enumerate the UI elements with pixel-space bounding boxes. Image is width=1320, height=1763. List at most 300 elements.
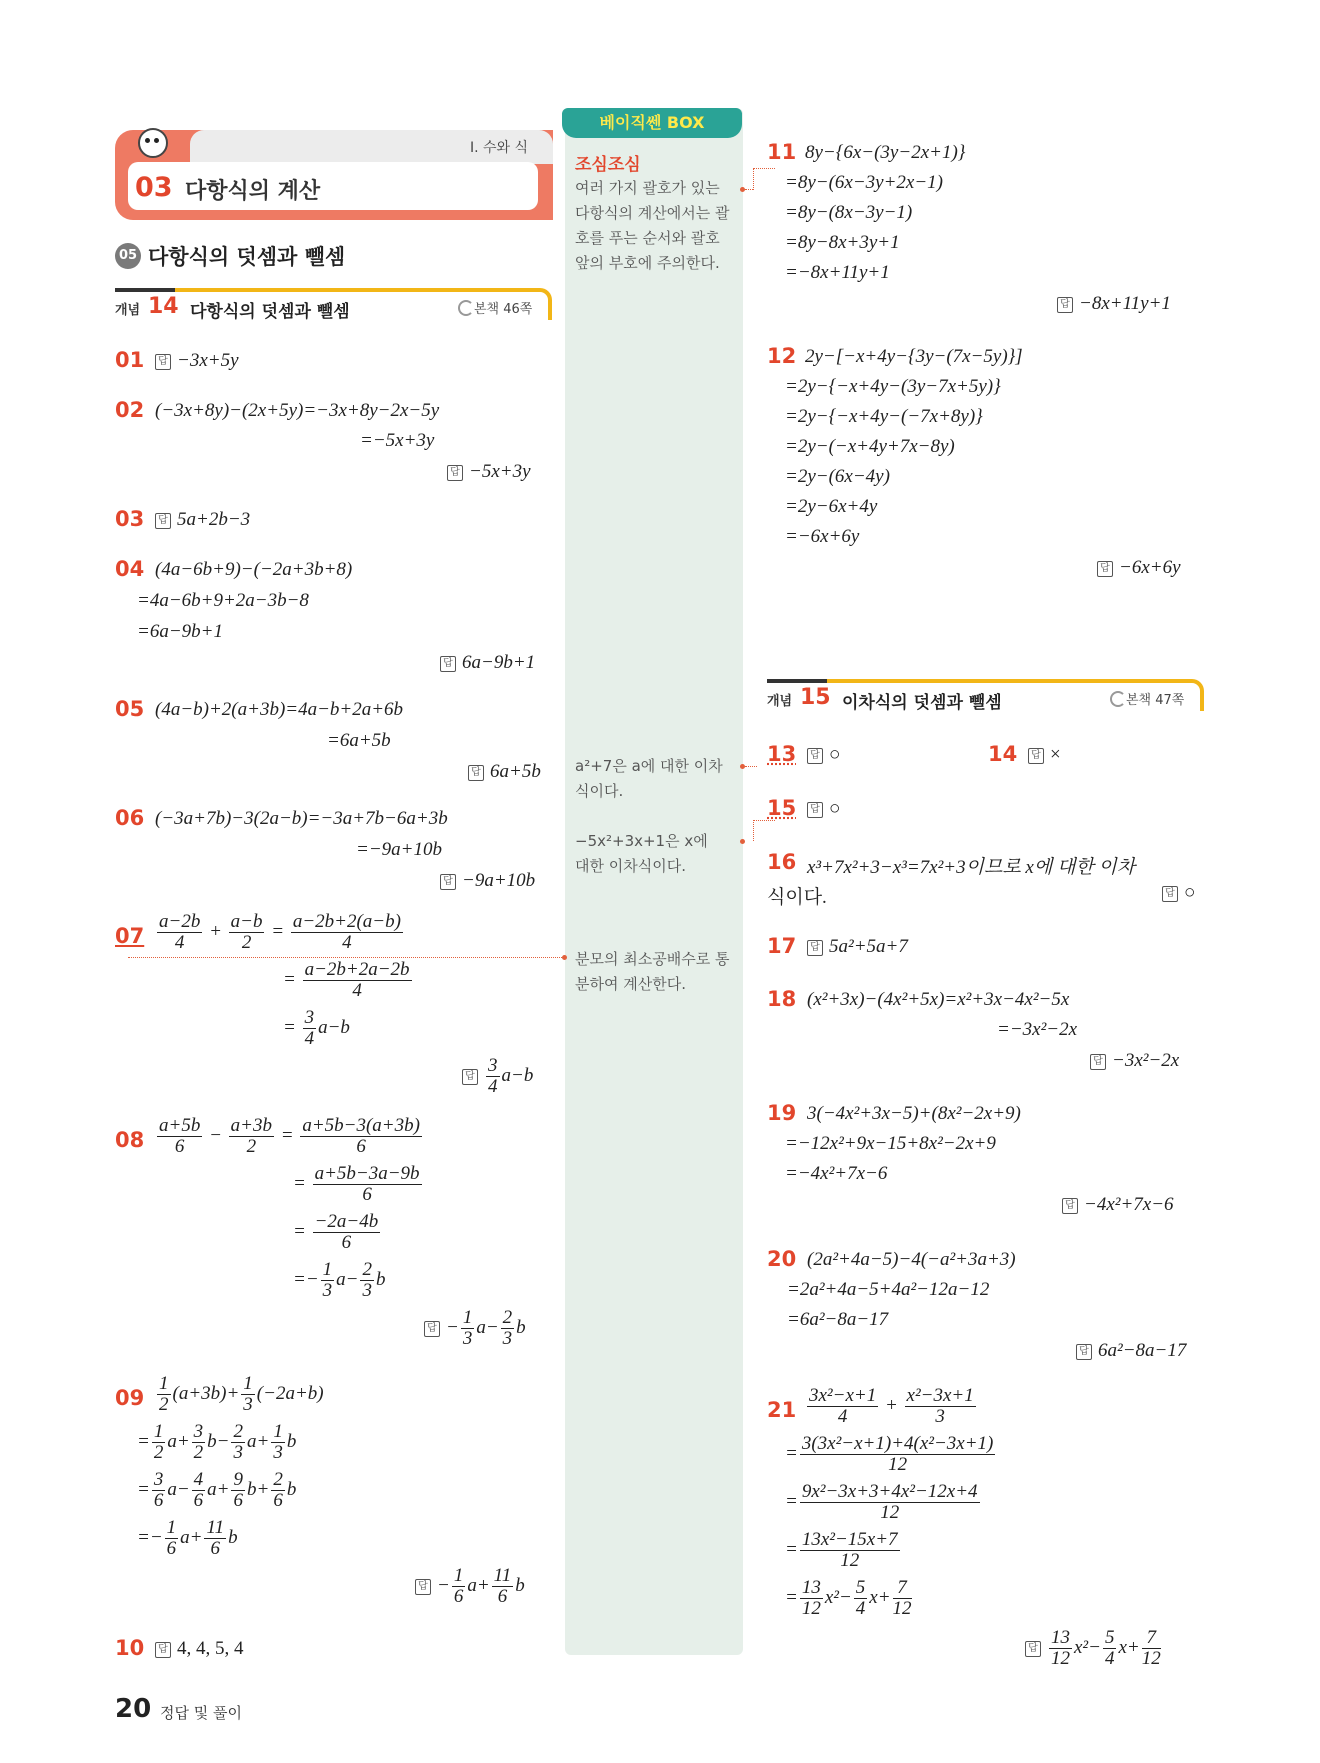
problem-number: 09 — [115, 1386, 145, 1410]
fraction — [1142, 1628, 1161, 1669]
answer — [807, 744, 840, 766]
problem-number: 19 — [767, 1101, 797, 1125]
note-line: −5x²+3x+1은 x에 — [575, 832, 708, 850]
note-connector — [745, 189, 753, 190]
fraction — [807, 1386, 878, 1427]
numerator: 3x²−x+1 — [809, 1385, 877, 1406]
answer-icon: 답 — [1097, 561, 1113, 577]
denominator: 4 — [304, 1028, 315, 1049]
answer-icon: 답 — [1025, 1641, 1041, 1657]
denominator: 6 — [233, 1490, 243, 1511]
answer — [440, 652, 535, 674]
denominator: 4 — [837, 1406, 848, 1427]
numerator: 1 — [322, 1259, 333, 1280]
answer — [1097, 557, 1181, 579]
fraction — [157, 912, 202, 953]
solution-line: (x²+3x)−(4x²+5x)=x²+3x−4x²−5x — [807, 989, 1070, 1010]
term: x²− — [824, 1586, 852, 1608]
term: (−2a+b) — [256, 1382, 324, 1404]
operator: = — [785, 1538, 798, 1560]
answer-text: −6x+6y — [1119, 557, 1181, 578]
fraction — [492, 1566, 514, 1607]
answer-text: 4, 4, 5, 4 — [177, 1638, 244, 1659]
numerator: a+5b−3a−9b — [314, 1163, 420, 1184]
answer-icon: 답 — [468, 765, 484, 781]
fraction — [231, 1470, 245, 1511]
solution-line — [785, 1578, 914, 1619]
term: b — [375, 1268, 386, 1290]
fraction — [229, 912, 265, 953]
note-connector — [128, 957, 562, 958]
numerator: a−b — [230, 911, 263, 932]
solution-line: (4a−b)+2(a+3b)=4a−b+2a+6b — [155, 699, 404, 720]
fraction — [854, 1578, 868, 1619]
problem-number: 08 — [115, 1128, 145, 1152]
answer-icon: 답 — [1028, 748, 1044, 764]
fraction — [152, 1470, 166, 1511]
solution-line: (−3x+8y)−(2x+5y)=−3x+8y−2x−5y — [155, 400, 440, 421]
numerator: 1 — [243, 1373, 253, 1394]
numerator: 3 — [153, 1469, 164, 1490]
denominator: 2 — [153, 1442, 164, 1463]
fraction — [501, 1308, 515, 1349]
term: b — [286, 1430, 297, 1452]
answer-icon: 답 — [440, 656, 456, 672]
answer-icon: 답 — [807, 940, 823, 956]
answer-icon: 답 — [155, 1642, 171, 1658]
numerator: 1 — [273, 1421, 283, 1442]
denominator: 6 — [273, 1490, 283, 1511]
solution-line: =− $\frac{1}{6}$ a+ $\frac{11}{6}$ b — [137, 1517, 238, 1559]
note-connector-dot — [740, 839, 745, 844]
fraction — [229, 1116, 274, 1157]
denominator: 12 — [892, 1598, 912, 1619]
numerator: 3 — [488, 1055, 498, 1076]
note-connector-dot — [562, 955, 567, 960]
concept-title: 다항식의 덧셈과 뺄셈 — [190, 302, 350, 322]
answer — [1025, 1628, 1163, 1669]
book-ref-icon — [458, 300, 474, 316]
solution-line: =2y−(−x+4y+7x−8y) — [785, 436, 955, 457]
solution-line: =6a−9b+1 — [137, 621, 223, 642]
concept-tag: 개념 — [767, 694, 793, 709]
denominator: 3 — [233, 1442, 243, 1463]
answer-text: 5a+2b−3 — [177, 509, 251, 530]
denominator: 6 — [174, 1136, 185, 1157]
fraction — [271, 1470, 285, 1511]
answer-icon: 답 — [1090, 1054, 1106, 1070]
solution-line: x³+7x²+3−x³=7x²+3이므로 x에 대한 이차 — [807, 857, 1136, 878]
fraction — [893, 1578, 912, 1619]
answer — [415, 1566, 525, 1607]
note-connector — [753, 168, 775, 169]
answer-text: ○ — [1184, 882, 1196, 903]
answer-icon: 답 — [462, 1069, 478, 1085]
term: a+ — [467, 1574, 490, 1596]
denominator: 12 — [801, 1598, 821, 1619]
denominator: 4 — [342, 932, 352, 953]
solution-line: 8y−{6x−(3y−2x+1)} — [805, 142, 966, 163]
denominator: 3 — [273, 1442, 283, 1463]
denominator: 6 — [166, 1538, 177, 1559]
fraction — [800, 1578, 823, 1619]
operator: = — [785, 1490, 798, 1512]
term: b− — [207, 1430, 230, 1452]
fraction — [271, 1422, 285, 1463]
term: b+ — [246, 1478, 270, 1500]
chapter-ref: Ⅰ. 수와 식 — [470, 140, 529, 156]
denominator: 6 — [453, 1586, 464, 1607]
note-line: 다항식의 계산에서는 괄 — [575, 204, 730, 222]
solution-line: =8y−(6x−3y+2x−1) — [785, 172, 943, 193]
answer — [468, 761, 541, 783]
solution-line: 2y−[−x+4y−{3y−(7x−5y)}] — [805, 346, 1023, 367]
term: a+ — [246, 1430, 270, 1452]
answer-icon: 답 — [155, 513, 171, 529]
operator: = — [293, 1220, 306, 1242]
problem-number: 12 — [767, 344, 797, 368]
term: a−b — [318, 1016, 350, 1038]
operator: − — [149, 1526, 163, 1548]
answer-text: −9a+10b — [462, 870, 536, 891]
numerator: a+3b — [230, 1115, 272, 1136]
section-number: 03 — [135, 172, 173, 203]
answer — [440, 870, 535, 892]
numerator: 9x²−3x+3+4x²−12x+4 — [801, 1481, 978, 1502]
solution-line — [155, 1116, 424, 1157]
numerator: −2a−4b — [314, 1211, 379, 1232]
problem-number: 13 — [767, 742, 797, 766]
solution-line — [785, 1530, 902, 1571]
solution-line — [785, 1482, 982, 1523]
term: b — [228, 1526, 238, 1548]
term: b — [516, 1316, 526, 1338]
fraction — [905, 1386, 976, 1427]
denominator: 2 — [241, 932, 252, 953]
answer — [155, 1638, 244, 1660]
denominator: 4 — [488, 1076, 498, 1097]
concept-ref: 본책 46쪽 — [474, 302, 533, 317]
fraction — [303, 960, 412, 1001]
problem-number: 07 — [115, 924, 145, 948]
fraction — [800, 1434, 996, 1475]
answer-text: ○ — [829, 744, 841, 765]
problem-number: 21 — [767, 1398, 797, 1422]
fraction — [291, 912, 403, 953]
solution-line — [293, 1212, 382, 1253]
numerator: a+5b−3(a+3b) — [302, 1115, 420, 1136]
solution-line — [155, 912, 405, 953]
answer-icon: 답 — [415, 1579, 431, 1595]
answer-text: 6a²−8a−17 — [1098, 1340, 1187, 1361]
denominator: 6 — [210, 1538, 221, 1559]
operator: − — [446, 1316, 459, 1338]
answer-text: −8x+11y+1 — [1079, 293, 1171, 314]
denominator: 3 — [935, 1406, 945, 1427]
operator: − — [209, 1124, 222, 1146]
answer — [424, 1308, 526, 1349]
note-line: 앞의 부호에 주의한다. — [575, 254, 720, 272]
note-line: 여러 가지 괄호가 있는 — [575, 179, 720, 197]
fraction — [165, 1518, 179, 1559]
numerator: 4 — [193, 1469, 204, 1490]
problem-number: 17 — [767, 934, 797, 958]
denominator: 3 — [322, 1280, 333, 1301]
problem-number: 02 — [115, 398, 145, 422]
note-connector — [745, 766, 757, 767]
denominator: 2 — [193, 1442, 204, 1463]
denominator: 4 — [1104, 1648, 1115, 1669]
answer-icon: 답 — [1062, 1198, 1078, 1214]
sidebar-title — [562, 108, 742, 138]
concept-title: 이차식의 덧셈과 뺄셈 — [842, 693, 1002, 713]
operator: = — [283, 968, 296, 990]
problem-number: 03 — [115, 507, 145, 531]
fraction — [313, 1212, 381, 1253]
concept-number: 15 — [800, 685, 831, 710]
solution-line: = $\frac{3}{6}$ a− $\frac{4}{6}$ a+ $\frac{9}{6}$ b+ $\frac{2}{6}$ b — [137, 1469, 297, 1511]
operator: + — [209, 920, 222, 942]
answer-text: −3x+5y — [177, 350, 239, 371]
solution-line: (4a−6b+9)−(−2a+3b+8) — [155, 559, 353, 580]
problem-number: 20 — [767, 1247, 797, 1271]
operator: − — [305, 1268, 319, 1290]
answer-text: 5a²+5a+7 — [829, 936, 908, 957]
sidebar-note-1 — [575, 176, 729, 276]
denominator: 4 — [174, 932, 185, 953]
solution-line: =6a²−8a−17 — [787, 1309, 889, 1330]
term: x+ — [869, 1586, 891, 1608]
answer-text: × — [1050, 744, 1061, 765]
solution-line: (2a²+4a−5)−4(−a²+3a+3) — [807, 1249, 1016, 1270]
solution-line: =−9a+10b — [356, 839, 442, 860]
solution-line — [155, 1374, 324, 1415]
numerator: 2 — [273, 1469, 283, 1490]
term: x²− — [1074, 1636, 1101, 1658]
answer — [1090, 1050, 1179, 1072]
numerator: 2 — [502, 1307, 513, 1328]
numerator: 13 — [1051, 1627, 1070, 1648]
concept-tag: 개념 — [115, 303, 141, 318]
answer-text: 6a+5b — [490, 761, 541, 782]
problem-number: 10 — [115, 1636, 145, 1660]
numerator: 1 — [153, 1421, 164, 1442]
numerator: 2 — [233, 1421, 243, 1442]
term: a− — [167, 1478, 190, 1500]
solution-line: =4a−6b+9+2a−3b−8 — [137, 590, 309, 611]
answer-text: −5x+3y — [469, 461, 531, 482]
operator: = — [271, 920, 285, 942]
answer — [807, 798, 840, 820]
answer-text: 6a−9b+1 — [462, 652, 536, 673]
denominator: 4 — [352, 980, 362, 1001]
term: a+ — [180, 1526, 203, 1548]
term: a+ — [167, 1430, 190, 1452]
denominator: 6 — [153, 1490, 164, 1511]
solution-line: =2y−(6x−4y) — [785, 466, 890, 487]
concept-bar-14-dark — [115, 288, 175, 292]
answer-icon: 답 — [440, 874, 456, 890]
operator: = — [280, 1124, 294, 1146]
denominator: 12 — [880, 1502, 900, 1523]
solution-line: =−8x+11y+1 — [785, 262, 890, 283]
solution-line: =−5x+3y — [360, 430, 435, 451]
solution-line: =2y−6x+4y — [785, 496, 878, 517]
numerator: 3 — [304, 1007, 315, 1028]
term: a+ — [207, 1478, 230, 1500]
denominator: 12 — [1141, 1648, 1161, 1669]
denominator: 6 — [356, 1136, 366, 1157]
problem-number: 18 — [767, 987, 797, 1011]
problem-number: 16 — [767, 850, 797, 874]
operator: = — [283, 1016, 296, 1038]
answer-text: −4x²+7x−6 — [1084, 1194, 1174, 1215]
term: (a+3b)+ — [172, 1382, 240, 1404]
denominator: 12 — [888, 1454, 908, 1475]
answer — [1076, 1340, 1186, 1362]
sidebar-note-2 — [575, 754, 723, 804]
fraction — [192, 1422, 206, 1463]
term: x+ — [1118, 1636, 1140, 1658]
numerator: 2 — [362, 1259, 372, 1280]
denominator: 6 — [193, 1490, 204, 1511]
note-line: a²+7은 a에 대한 이차 — [575, 757, 723, 775]
numerator: a+5b — [159, 1115, 201, 1136]
problem-number: 14 — [988, 742, 1018, 766]
term: a− — [336, 1268, 359, 1290]
numerator: 1 — [159, 1373, 169, 1394]
solution-line: 식이다. — [767, 887, 827, 908]
section-title: 다항식의 계산 — [185, 179, 321, 204]
numerator: 1 — [166, 1517, 177, 1538]
solution-line: =−4x²+7x−6 — [785, 1163, 888, 1184]
fraction — [241, 1374, 255, 1415]
numerator: 1 — [453, 1565, 464, 1586]
denominator: 4 — [855, 1598, 866, 1619]
denominator: 3 — [362, 1280, 372, 1301]
operator: = — [785, 1442, 798, 1464]
answer-icon: 답 — [807, 802, 823, 818]
operator: = — [293, 1172, 306, 1194]
numerator: 9 — [233, 1469, 243, 1490]
sidebar-note-3 — [575, 829, 708, 879]
operator: = — [785, 1586, 798, 1608]
answer-icon: 답 — [447, 465, 463, 481]
page-number: 20 — [115, 1694, 152, 1724]
fraction — [360, 1260, 374, 1301]
note-line: 식이다. — [575, 782, 624, 800]
unit-title: 다항식의 덧셈과 뺄셈 — [148, 245, 346, 269]
term: b — [515, 1574, 525, 1596]
numerator: 7 — [1142, 1628, 1161, 1649]
note-line: 분하여 계산한다. — [575, 975, 686, 993]
fraction — [800, 1482, 980, 1523]
problem-number: 11 — [767, 140, 797, 164]
solution-line: = $\frac{1}{2}$ a+ $\frac{3}{2}$ b− $\frac{2}{3}$ a+ $\frac{1}{3}$ b — [137, 1421, 297, 1463]
concept-number: 14 — [148, 294, 179, 319]
answer-text: ○ — [829, 798, 841, 819]
numerator: x²−3x+1 — [906, 1385, 974, 1406]
solution-line — [293, 1260, 385, 1301]
sidebar-box — [565, 108, 743, 1655]
solution-line: (−3a+7b)−3(2a−b)=−3a+7b−6a+3b — [155, 808, 448, 829]
caution-title: 조심조심 — [575, 155, 641, 175]
fraction — [300, 1116, 422, 1157]
mascot-icon — [138, 128, 168, 158]
numerator: 7 — [893, 1578, 912, 1599]
book-ref-icon — [1110, 691, 1126, 707]
operator: = — [293, 1268, 306, 1290]
numerator: 3(3x²−x+1)+4(x²−3x+1) — [801, 1433, 994, 1454]
fraction — [452, 1566, 466, 1607]
answer — [1162, 882, 1195, 904]
answer-icon: 답 — [424, 1321, 440, 1337]
fraction — [800, 1530, 900, 1571]
operator: + — [884, 1394, 898, 1416]
numerator: a−2b — [159, 911, 201, 932]
answer-icon: 답 — [155, 354, 171, 370]
fraction — [1103, 1628, 1117, 1669]
numerator: 11 — [493, 1565, 512, 1586]
fraction — [313, 1164, 422, 1205]
answer-icon: 답 — [1076, 1344, 1092, 1360]
numerator: 3 — [193, 1421, 204, 1442]
concept-ref: 본책 47쪽 — [1126, 693, 1185, 708]
denominator: 2 — [246, 1136, 257, 1157]
solution-line: =−6x+6y — [785, 526, 860, 547]
answer — [155, 509, 250, 531]
denominator: 6 — [341, 1232, 352, 1253]
fraction — [152, 1422, 166, 1463]
solution-line: =6a+5b — [327, 730, 391, 751]
numerator: 11 — [206, 1517, 225, 1538]
answer-text: a−b — [501, 1064, 534, 1086]
answer-icon: 답 — [1057, 297, 1073, 313]
denominator: 3 — [502, 1328, 513, 1349]
denominator: 2 — [159, 1394, 169, 1415]
fraction — [303, 1008, 317, 1049]
answer — [1062, 1194, 1174, 1216]
denominator: 12 — [840, 1550, 860, 1571]
operator: − — [437, 1574, 450, 1596]
solution-line: =2y−{−x+4y−(−7x+8y)} — [785, 406, 983, 427]
note-connector — [753, 820, 754, 841]
answer — [447, 461, 531, 483]
numerator: 13x²−15x+7 — [801, 1529, 898, 1550]
numerator: 5 — [1104, 1627, 1115, 1648]
fraction — [192, 1470, 206, 1511]
problem-number: 01 — [115, 348, 145, 372]
denominator: 3 — [243, 1394, 253, 1415]
fraction — [204, 1518, 226, 1559]
fraction — [1049, 1628, 1072, 1669]
numerator: 5 — [855, 1577, 866, 1598]
note-line: 호를 푸는 순서와 괄호 — [575, 229, 720, 247]
answer — [1057, 293, 1171, 315]
sidebar-title-text: 베이직쎈 BOX — [599, 113, 705, 132]
denominator: 3 — [462, 1328, 473, 1349]
answer-icon: 답 — [807, 748, 823, 764]
fraction — [486, 1056, 500, 1097]
numerator: 1 — [462, 1307, 473, 1328]
answer — [807, 936, 908, 958]
denominator: 6 — [362, 1184, 372, 1205]
term: b — [286, 1478, 297, 1500]
solution-line — [293, 1164, 424, 1205]
fraction — [157, 1374, 171, 1415]
solution-line: =2a²+4a−5+4a²−12a−12 — [787, 1279, 990, 1300]
note-connector — [753, 168, 754, 190]
